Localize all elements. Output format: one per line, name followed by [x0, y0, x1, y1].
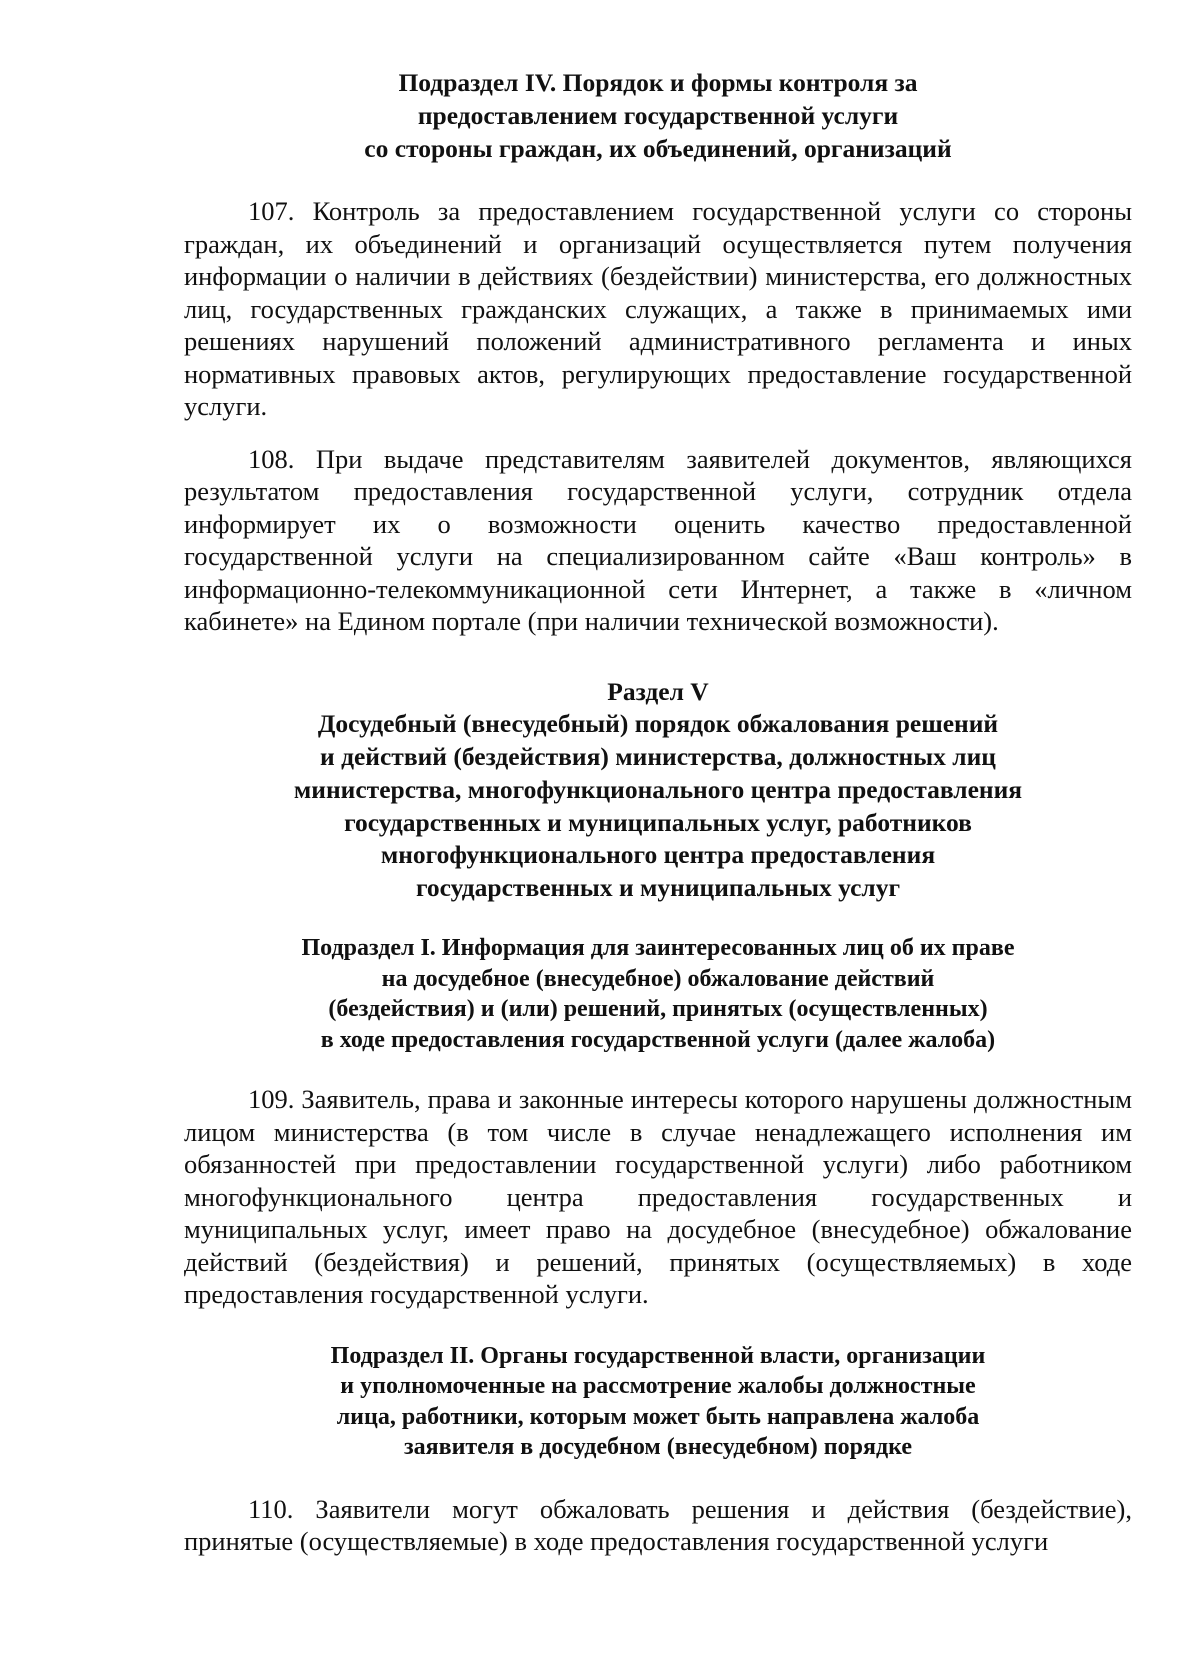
document-page [184, 66, 1132, 1558]
heading-line: Раздел V [607, 676, 709, 706]
heading-line: многофункционального центра предоставления [380, 840, 936, 870]
paragraph-107: 107. Контроль за предоставлением государственной услуги со стороны граждан, их объединений и организаций осуществляется путем получения информации о наличии в действиях (бездействии) министерства, его должностных лиц, государственных гражданских служащих, а также в принимаемых ими решениях нарушений положений административного регламента и иных нормативных правовых актов, регулирующих предоставление государственной услуги. [184, 196, 1132, 421]
heading-line: и действий (бездействия) министерства, должностных лиц [320, 742, 996, 772]
paragraph-110: 110. Заявители могут обжаловать решения и действия (бездействие), принятые (осуществляемые) в ходе предоставления государственной услуги [184, 1493, 1132, 1557]
heading-line: заявителя в досудебном (внесудебном) порядке [404, 1434, 912, 1461]
heading-line: предоставлением государственной услуги [417, 101, 899, 130]
heading-line: в ходе предоставления государственной услуги (далее жалоба) [320, 1026, 996, 1053]
heading-line: государственных и муниципальных услуг, работников [344, 807, 972, 837]
heading-line: Подраздел I. Информация для заинтересованных лиц об их праве [301, 935, 1015, 962]
heading-line: со стороны граждан, их объединений, организаций [364, 134, 952, 163]
heading-line: лица, работники, которым может быть направлена жалоба [336, 1403, 980, 1430]
paragraph-109: 109. Заявитель, права и законные интересы которого нарушены должностным лицом министерства (в том числе в случае ненадлежащего исполнения им обязанностей при предоставлении государственной услуги) либо работником многофункционального центра предоставления государственных и муниципальных услуг, имеет право на досудебное (внесудебное) обжалование действий (бездействия) и решений, принятых (осуществляемых) в ходе предоставления государственной услуги. [184, 1084, 1132, 1310]
heading-line: на досудебное (внесудебное) обжалование действий [381, 965, 935, 992]
subsection-iv-heading [184, 66, 1132, 165]
heading-line: и уполномоченные на рассмотрение жалобы должностные [340, 1373, 976, 1400]
heading-line: государственных и муниципальных услуг [415, 873, 901, 903]
paragraph-108: 108. При выдаче представителям заявителей документов, являющихся результатом предоставления государственной услуги, сотрудник отдела информирует их о возможности оценить качество предоставленной государственной услуги на специализированном сайте «Ваш контроль» в информационно-телекоммуникационной сети Интернет, а также в «личном кабинете» на Едином портале (при наличии технической возможности). [184, 443, 1132, 636]
subsection-i-heading [184, 933, 1132, 1055]
heading-line: министерства, многофункционального центра предоставления [293, 774, 1023, 804]
heading-line: (бездействия) и (или) решений, принятых (осуществленных) [328, 996, 988, 1023]
subsection-ii-heading [184, 1341, 1132, 1463]
heading-line: Досудебный (внесудебный) порядок обжалования решений [317, 709, 999, 739]
heading-line: Подраздел II. Органы государственной власти, организации [330, 1342, 986, 1369]
section-v-heading [184, 676, 1132, 906]
heading-line: Подраздел IV. Порядок и формы контроля за [398, 68, 918, 97]
